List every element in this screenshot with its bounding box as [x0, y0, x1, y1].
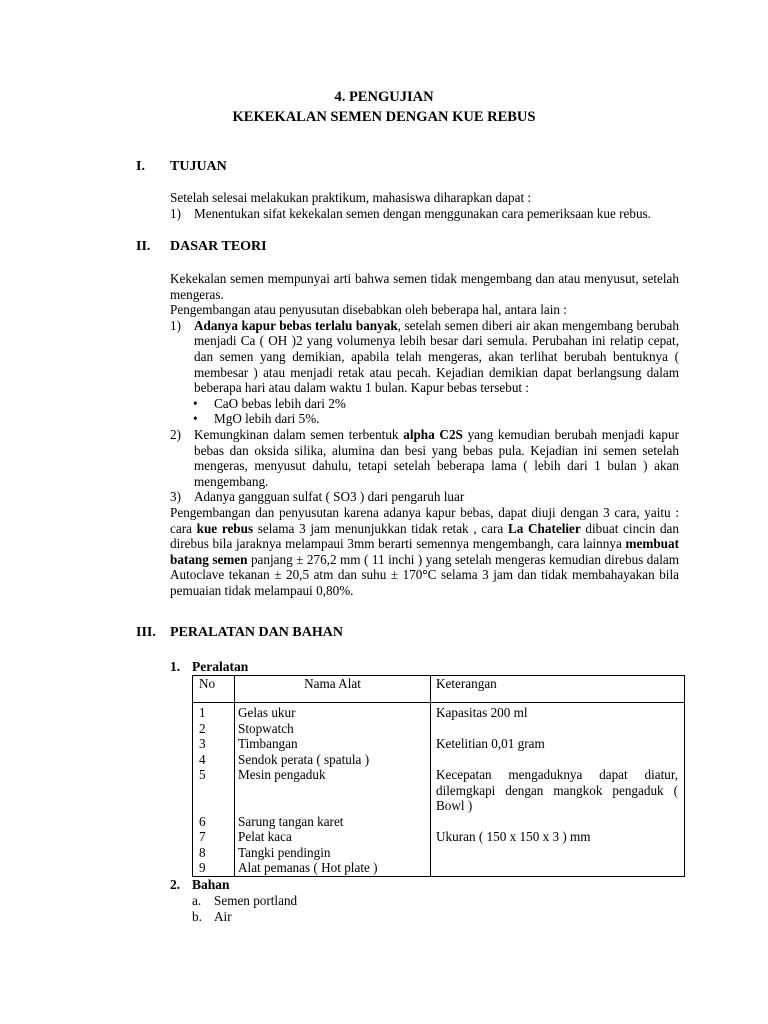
bullet-item-mgo	[170, 411, 679, 427]
degree-symbol: °	[422, 567, 428, 583]
subheading-label: Peralatan	[192, 659, 249, 674]
table-cell: Pelat kaca	[238, 829, 292, 844]
table-cell: 1	[199, 705, 206, 720]
table-cell: Gelas ukur	[238, 705, 296, 720]
emphasis-la-chatelier: La Chatelier	[507, 520, 581, 536]
bullet-text: CaO bebas lebih dari 2%	[214, 395, 346, 411]
table-cell: Alat pemanas ( Hot plate )	[238, 860, 378, 875]
emphasis-kapur-bebas: Adanya kapur bebas terlalu banyak	[194, 317, 398, 333]
subheading-bahan	[170, 877, 230, 893]
tujuan-intro: Setelah selesai melakukan praktikum, mahasiswa diharapkan dapat :	[170, 190, 532, 205]
tujuan-block	[170, 190, 679, 221]
para3-text: C selama 3 jam dan tidak membahayakan bila pemuaian tidak melampaui 0,80%.	[170, 567, 679, 598]
table-cell: 9	[199, 860, 206, 875]
emphasis-kue-rebus: kue rebus	[196, 520, 254, 536]
table-cell: Kecepatan mengaduknya dapat diatur, dilemgkapi dengan mangkok pengaduk ( Bowl )	[436, 767, 678, 813]
table-cell: Sarung tangan karet	[238, 813, 344, 829]
subheading-peralatan	[170, 659, 248, 675]
table-cell: Mesin pengaduk	[238, 767, 326, 782]
dasar-item-2-body: yang kemudian berubah menjadi kapur bebas dan oksida silika, alumina dan besi yang bebas pula. Kejadian ini semen setelah mengeras, menyusut dahulu, tetapi setelah beberapa lama ( lebih dari 1 bulan ) akan mengembang.	[194, 426, 679, 489]
table-cell: 6	[199, 813, 206, 829]
list-marker: 3)	[170, 489, 181, 505]
para3-text: panjang ± 276,2 mm ( 11 inchi ) yang setelah mengeras kemudian direbus dalam Autoclave tekanan ± 20,5 atm dan suhu ± 170	[170, 551, 680, 583]
table-cell: Timbangan	[238, 736, 298, 751]
section-name: TUJUAN	[170, 159, 227, 174]
peralatan-table	[192, 675, 685, 877]
tujuan-item-1	[170, 206, 679, 222]
dasar-item-3	[170, 489, 679, 505]
table-cell: 3	[199, 736, 206, 751]
bullet-icon: •	[193, 411, 198, 427]
tujuan-item-text: Menentukan sifat kekekalan semen dengan menggunakan cara pemeriksaan kue rebus.	[194, 205, 651, 221]
dasar-item-1-body: , setelah semen diberi air akan mengembang berubah menjadi Ca ( OH )2 yang volumenya lebih besar dari semula. Perubahan ini relatip cepat, dan semen yang demikian, apabila telah mengeras, akan terlihat berubah bentuknya ( membesar ) atau menjadi retak atau pecah. Kejadian demikian dapat berlangsung dalam beberapa hari atau dalam waktu 1 bulan. Kapur bebas tersebut :	[194, 317, 679, 396]
table-cell: Stopwatch	[238, 720, 294, 736]
para3-text: Pengembangan dan penyusutan karena adanya kapur bebas, dapat diuji dengan 3 cara, yaitu : cara	[170, 504, 679, 536]
section-number: I.	[136, 159, 145, 174]
list-marker: 1)	[170, 205, 181, 221]
table-cell: 5	[199, 767, 206, 782]
emphasis-batang-semen: membuat batang semen	[170, 536, 679, 567]
table-cell	[436, 814, 678, 830]
dasar-item-1-text	[194, 318, 679, 396]
list-marker: b.	[192, 908, 202, 924]
dasar-item-1	[170, 318, 679, 396]
table-cell: 2	[199, 720, 206, 736]
table-cell	[436, 860, 678, 876]
column-nama-alat	[235, 703, 431, 877]
section-number: III.	[136, 625, 156, 640]
section-heading-peralatan-bahan	[136, 625, 343, 641]
table-cell	[436, 845, 678, 861]
section-name: DASAR TEORI	[170, 239, 267, 254]
bullet-text: MgO lebih dari 5%.	[214, 411, 320, 427]
section-number: II.	[136, 239, 151, 254]
header-no: No	[193, 676, 235, 703]
section-heading-dasar-teori	[136, 239, 267, 255]
list-item	[192, 909, 297, 925]
table-cell: 7	[199, 829, 206, 844]
table-cell	[436, 752, 678, 768]
table-cell: 4	[199, 751, 206, 767]
table-cell	[436, 721, 678, 737]
table-cell: Sendok perata ( spatula )	[238, 751, 370, 767]
dasar-para-3	[170, 505, 679, 599]
dasar-item-2-text	[194, 427, 679, 489]
table-cell: Ketelitian 0,01 gram	[436, 736, 545, 751]
list-marker: 1)	[170, 317, 181, 333]
subheading-number: 1.	[170, 659, 181, 674]
document-title-number: 4. PENGUJIAN	[334, 89, 434, 105]
bahan-item-text: Air	[214, 908, 232, 924]
dasar-item-2	[170, 427, 679, 489]
list-marker: 2)	[170, 426, 181, 442]
table-cell: 8	[199, 844, 206, 860]
column-no	[193, 703, 235, 877]
emphasis-alpha-c2s: alpha C2S	[403, 426, 463, 442]
list-item	[192, 893, 297, 909]
table-body-row	[193, 703, 685, 877]
dasar-para-2: Pengembangan atau penyusutan disebabkan oleh beberapa hal, antara lain :	[170, 302, 567, 318]
dasar-teori-block	[170, 271, 679, 598]
section-name: PERALATAN DAN BAHAN	[170, 625, 343, 640]
bullet-item-cao	[170, 396, 679, 412]
column-keterangan	[431, 703, 685, 877]
section-heading-tujuan	[136, 159, 227, 175]
para3-text: dibuat cincin dan direbus bila jaraknya melampaui 3mm berarti semennya mengembangh, cara lainnya	[170, 520, 679, 552]
table-cell: Ukuran ( 150 x 150 x 3 ) mm	[436, 829, 591, 844]
dasar-item-2-lead: Kemungkinan dalam semen terbentuk	[194, 426, 404, 442]
table-cell: Tangki pendingin	[238, 844, 331, 860]
table-cell: Kapasitas 200 ml	[436, 705, 528, 720]
table-header-row	[193, 676, 685, 703]
para3-text: selama 3 jam menunjukkan tidak retak , cara	[253, 520, 508, 536]
list-marker: a.	[192, 893, 202, 908]
dasar-item-3-text: Adanya gangguan sulfat ( SO3 ) dari pengaruh luar	[194, 489, 465, 505]
bullet-icon: •	[193, 395, 198, 411]
subheading-number: 2.	[170, 877, 181, 892]
document-title: KEKEKALAN SEMEN DENGAN KUE REBUS	[232, 109, 536, 125]
header-nama-alat: Nama Alat	[235, 676, 431, 703]
subheading-label: Bahan	[192, 877, 230, 892]
header-keterangan: Keterangan	[431, 676, 685, 703]
bahan-item-text: Semen portland	[214, 893, 298, 908]
dasar-para-1: Kekekalan semen mempunyai arti bahwa semen tidak mengembang dan atau menyusut, setelah mengeras.	[170, 271, 679, 302]
bahan-list	[192, 893, 297, 924]
